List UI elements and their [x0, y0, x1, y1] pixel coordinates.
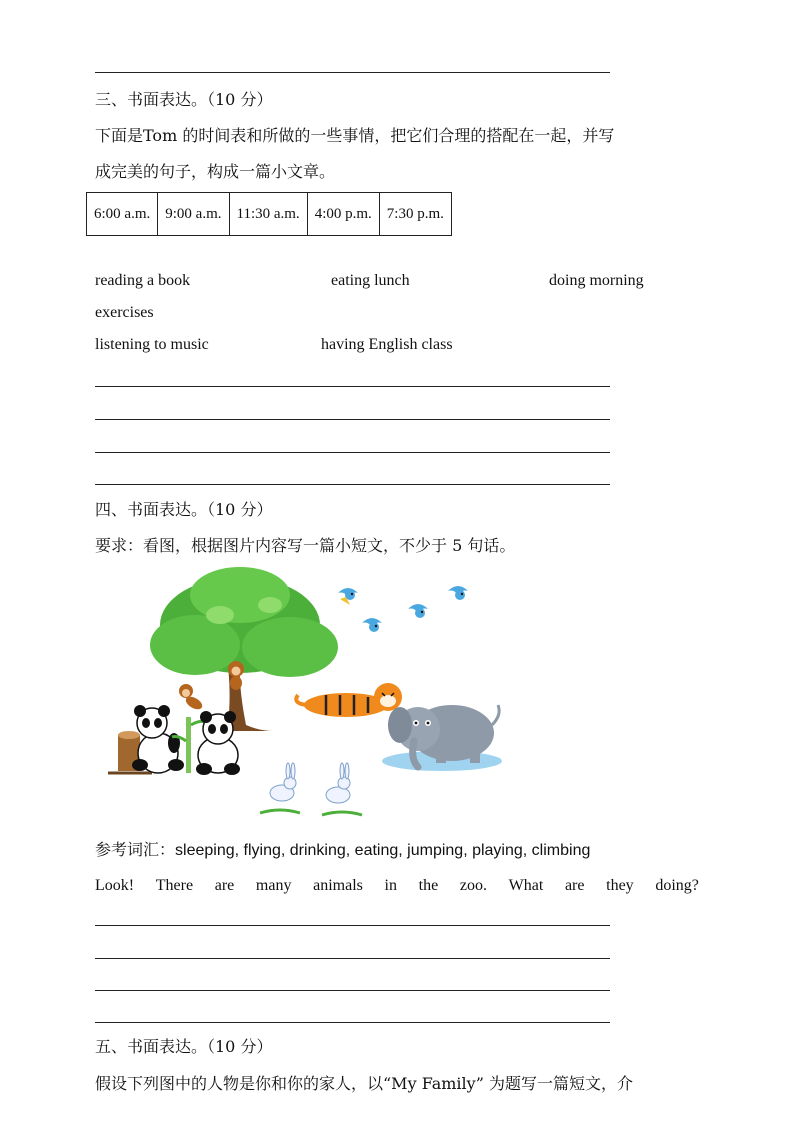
- answer-line[interactable]: [95, 1022, 610, 1023]
- answer-line[interactable]: [95, 452, 610, 453]
- rabbit-icon: [322, 763, 362, 815]
- bird-icon: [362, 618, 382, 632]
- elephant-icon: [382, 705, 502, 771]
- bird-icon: [408, 604, 428, 618]
- prompt-word: the: [418, 877, 439, 894]
- phrase-listening: listening to music: [95, 336, 209, 353]
- prompt-word: in: [384, 877, 397, 894]
- phrase-reading: reading a book: [95, 272, 191, 289]
- section4-heading: 四、书面表达。（10 分）: [95, 500, 273, 519]
- prompt-word: many: [255, 877, 292, 894]
- prompt-word: What: [508, 877, 544, 894]
- zoo-illustration: [100, 565, 510, 825]
- answer-line[interactable]: [95, 925, 610, 926]
- answer-line[interactable]: [95, 386, 610, 387]
- section5-instruction: 假设下列图中的人物是你和你的家人，以“My Family” 为题写一篇短文，介: [95, 1074, 633, 1093]
- prompt-word: doing?: [655, 877, 699, 894]
- prompt-word: Look!: [95, 877, 135, 894]
- tiger-icon: [296, 683, 402, 717]
- rabbit-icon: [260, 763, 300, 813]
- vocab-label: 参考词汇：: [95, 840, 176, 859]
- section3-instruction-line2: 成完美的句子，构成一篇小文章。: [95, 162, 336, 181]
- prompt-word: zoo.: [459, 877, 487, 894]
- answer-line[interactable]: [95, 990, 610, 991]
- section3-instruction-line1: 下面是Tom 的时间表和所做的一些事情，把它们合理的搭配在一起，并写: [95, 126, 615, 145]
- phrase-morning: doing morning: [549, 272, 644, 289]
- prompt-sentence: [95, 876, 699, 896]
- bird-icon: [448, 586, 468, 600]
- schedule-time-1: 6:00 a.m.: [87, 193, 158, 236]
- section3-heading: 三、书面表达。（10 分）: [95, 90, 273, 109]
- bird-icon: [338, 588, 358, 605]
- prompt-word: they: [606, 877, 634, 894]
- section4-requirement: 要求：看图，根据图片内容写一篇小短文，不少于 5 句话。: [95, 536, 516, 555]
- top-rule: [95, 72, 610, 73]
- schedule-time-4: 4:00 p.m.: [307, 193, 379, 236]
- answer-line[interactable]: [95, 958, 610, 959]
- prompt-word: are: [564, 877, 585, 894]
- monkey-icon: [179, 684, 204, 712]
- vocab-line: [95, 840, 590, 861]
- prompt-word: There: [155, 877, 194, 894]
- schedule-time-2: 9:00 a.m.: [158, 193, 229, 236]
- answer-line[interactable]: [95, 419, 610, 420]
- schedule-table: [86, 192, 452, 236]
- phrase-english-class: having English class: [321, 336, 453, 353]
- prompt-word: animals: [313, 877, 363, 894]
- panda-icon: [196, 711, 240, 775]
- section5-heading: 五、书面表达。（10 分）: [95, 1037, 273, 1056]
- schedule-row: [87, 193, 452, 236]
- answer-line[interactable]: [95, 484, 610, 485]
- vocab-words: sleeping, flying, drinking, eating, jumping, playing, climbing: [175, 842, 591, 859]
- schedule-time-3: 11:30 a.m.: [229, 193, 307, 236]
- phrase-eating: eating lunch: [331, 272, 410, 289]
- schedule-time-5: 7:30 p.m.: [379, 193, 451, 236]
- prompt-word: are: [214, 877, 235, 894]
- phrase-exercises: exercises: [95, 304, 154, 321]
